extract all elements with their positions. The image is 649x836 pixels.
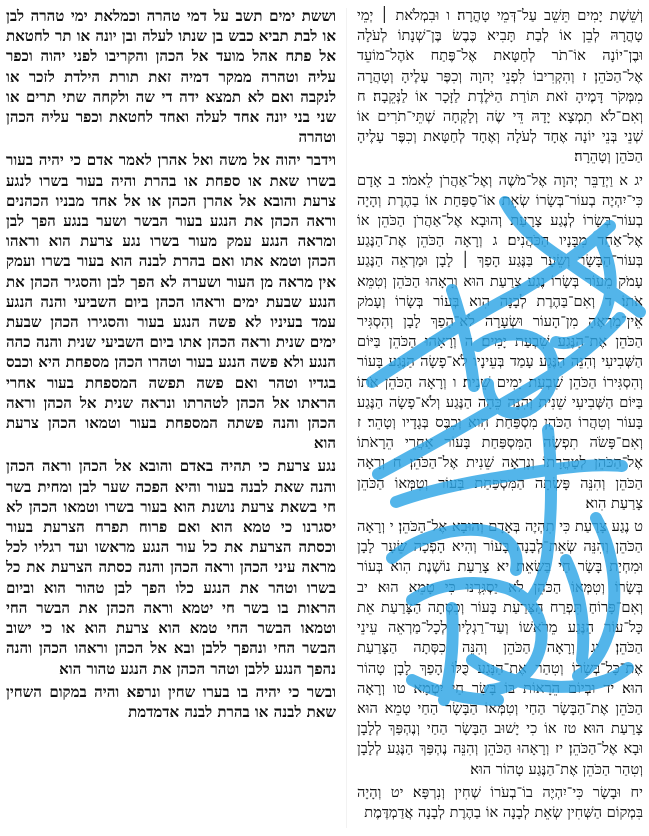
right-paragraph-4: יח וּבָשָׂר כִּי־יִהְיֶה בוֹ־בְעֹרוֹ שְׁחִין וְנִרְפָּא׃ יט וְהָיָה בִּמְקוֹם הַשְּׁחִין שְׂאֵת לְבָנָה אוֹ בַהֶרֶת לְבָנָה אֲדַמְדֶּמֶת <box>357 783 643 821</box>
right-paragraph-2: יג א וַיְדַבֵּר יְהוָה אֶל־מֹשֶׁה וְאֶל־אַהֲרֹן לֵאמֹר׃ ב אָדָם כִּי־יִהְיֶה בְעוֹר־בְּשָׂרוֹ שְׂאֵת אוֹ־סַפַּחַת אוֹ בַהֶרֶת וְהָיָה בְעוֹר־בְּשָׂרוֹ לְנֶגַע צָרָעַת וְהוּבָא אֶל־אַהֲרֹן הַכֹּהֵן אוֹ אֶל־אַחַד מִבָּנָיו הַכֹּהֲנִים׃ ג וְרָאָה הַכֹּהֵן אֶת־הַנֶּגַע בְּעוֹר־הַבָּשָׂר וְשֵׂעָר בַּנֶּגַע הָפַךְ ׀ לָבָן וּמַרְאֵה הַנֶּגַע עָמֹק מֵעוֹר בְּשָׂרוֹ נֶגַע צָרַעַת הוּא וְרָאָהוּ הַכֹּהֵן וְטִמֵּא אֹתוֹ׃ ד וְאִם־בַּהֶרֶת לְבָנָה הִוא בְּעוֹר בְּשָׂרוֹ וְעָמֹק אֵין־מַרְאֶהָ מִן־הָעוֹר וּשְׂעָרָה לֹא־הָפַךְ לָבָן וְהִסְגִּיר הַכֹּהֵן אֶת־הַנֶּגַע שִׁבְעַת יָמִים׃ ה וְרָאָהוּ הַכֹּהֵן בַּיּוֹם הַשְּׁבִיעִי וְהִנֵּה הַנֶּגַע עָמַד בְּעֵינָיו לֹא־פָשָׂה הַנֶּגַע בָּעוֹר וְהִסְגִּירוֹ הַכֹּהֵן שִׁבְעַת יָמִים שֵׁנִית׃ ו וְרָאָה הַכֹּהֵן אֹתוֹ בַּיּוֹם הַשְּׁבִיעִי שֵׁנִית וְהִנֵּה כֵּהָה הַנֶּגַע וְלֹא־פָשָׂה הַנֶּגַע בָּעוֹר וְטִהֲרוֹ הַכֹּהֵן מִסְפַּחַת הִוא וְכִבֶּס בְּגָדָיו וְטָהֵר׃ ז וְאִם־פָּשֹׂה תִפְשֶׂה הַמִּסְפַּחַת בָּעוֹר אַחֲרֵי הֵרָאֹתוֹ אֶל־הַכֹּהֵן לְטָהֳרָתוֹ וְנִרְאָה שֵׁנִית אֶל־הַכֹּהֵן׃ ח וְרָאָה הַכֹּהֵן וְהִנֵּה פָּשְׂתָה הַמִּסְפַּחַת בָּעוֹר וְטִמְּאוֹ הַכֹּהֵן צָרַעַת הִוא׃ <box>357 171 643 512</box>
left-paragraph-1: וששת ימים תשב על דמי טהרה וכמלאת ימי טהרה לבן או לבת תביא כבש בן שנתו לעלה ובן יונה או תר לחטאת אל פתח אהל מועד אל הכהן והקריבו לפני יהוה וכפר עליה וטהרה ממקר דמיה זאת תורת הילדת לזכר או לנקבה ואם לא תמצא ידה די שה ולקחה שתי תרים או שני בני יונה אחד לעלה ואחד לחטאת וכפר עליה הכהן וטהרה <box>6 7 336 147</box>
right-paragraph-3: ט נֶגַע צָרַעַת כִּי תִהְיֶה בְּאָדָם וְהוּבָא אֶל־הַכֹּהֵן׃ י וְרָאָה הַכֹּהֵן וְהִנֵּה שְׂאֵת־לְבָנָה בָּעוֹר וְהִיא הָפְכָה שֵׂעָר לָבָן וּמִחְיַת בָּשָׂר חַי בַּשְׂאֵת׃ יא צָרַעַת נוֹשֶׁנֶת הִוא בְּעוֹר בְּשָׂרוֹ וְטִמְּאוֹ הַכֹּהֵן לֹא יַסְגִּרֶנּוּ כִּי טָמֵא הוּא׃ יב וְאִם־פָּרוֹחַ תִּפְרַח הַצָּרַעַת בָּעוֹר וְכִסְּתָה הַצָּרַעַת אֵת כָּל־עוֹר הַנֶּגַע מֵרֹאשׁוֹ וְעַד־רַגְלָיו לְכָל־מַרְאֵה עֵינֵי הַכֹּהֵן׃ יג וְרָאָה הַכֹּהֵן וְהִנֵּה כִסְּתָה הַצָּרַעַת אֶת־כָּל־בְּשָׂרוֹ וְטִהַר אֶת־הַנָּגַע כֻּלּוֹ הָפַךְ לָבָן טָהוֹר הוּא׃ יד וּבְיוֹם הֵרָאוֹת בּוֹ בָּשָׂר חַי יִטְמָא׃ טו וְרָאָה הַכֹּהֵן אֶת־הַבָּשָׂר הַחַי וְטִמְּאוֹ הַבָּשָׂר הַחַי טָמֵא הוּא צָרַעַת הוּא׃ טז אוֹ כִי יָשׁוּב הַבָּשָׂר הַחַי וְנֶהְפַּךְ לְלָבָן וּבָא אֶל־הַכֹּהֵן׃ יז וְרָאָהוּ הַכֹּהֵן וְהִנֵּה נֶהְפַּךְ הַנֶּגַע לְלָבָן וְטִהַר הַכֹּהֵן אֶת־הַנֶּגַע טָהוֹר הוּא׃ <box>357 518 643 778</box>
right-column-pointed-text <box>357 6 643 832</box>
left-paragraph-3: נגע צרעת כי תהיה באדם והובא אל הכהן וראה הכהן והנה שאת לבנה בעור והיא הפכה שער לבן ומחית בשר חי בשאת צרעת נושנת הוא בעור בשרו וטמאו הכהן לא יסגרנו כי טמא הוא ואם פרוח תפרח הצרעת בעור וכסתה הצרעת את כל עור הנגע מראשו ועד רגליו לכל מראה עיני הכהן וראה הכהן והנה כסתה הצרעת את כל בשרו וטהר את הנגע כלו הפך לבן טהור הוא וביום הראות בו בשר חי יטמא וראה הכהן את הבשר החי וטמאו הבשר החי טמא הוא צרעת הוא או כי ישוב הבשר החי ונהפך ללבן ובא אל הכהן וראהו הכהן והנה נהפך הנגע ללבן וטהר הכהן את הנגע טהור הוא <box>6 457 336 678</box>
column-divider <box>346 8 347 828</box>
left-paragraph-4: ובשר כי יהיה בו בערו שחין ונרפא והיה במקום השחין שאת לבנה או בהרת לבנה אדמדמת <box>6 682 336 721</box>
left-column-unpointed-text <box>6 6 336 832</box>
left-paragraph-2: וידבר יהוה אל משה ואל אהרן לאמר אדם כי יהיה בעור בשרו שאת או ספחת או בהרת והיה בעור בשרו לנגע צרעת והובא אל אהרן הכהן או אל אחד מבניו הכהנים וראה הכהן את הנגע בעור הבשר ושער בנגע הפך לבן ומראה הנגע עמק מעור בשרו נגע צרעת הוא וראהו הכהן וטמא אתו ואם בהרת לבנה הוא בעור בשרו ועמק אין מראה מן העור ושערה לא הפך לבן והסגיר הכהן את הנגע שבעת ימים וראהו הכהן ביום השביעי והנה הנגע עמד בעיניו לא פשה הנגע בעור והסגירו הכהן שבעת ימים שנית וראה הכהן אתו ביום השביעי שנית והנה כהה הנגע ולא פשה הנגע בעור וטהרו הכהן מספחת היא וכבס בגדיו וטהר ואם פשה תפשה המספחת בעור אחרי הראתו אל הכהן לטהרתו ונראה שנית אל הכהן וראה הכהן והנה פשתה המספחת בעור וטמאו הכהן צרעת הוא <box>6 151 336 453</box>
right-paragraph-1: וְשֵׁשֶׁת יָמִים תֵּשֵׁב עַל־דְּמֵי טָהֳרָה׃ ו וּבִמְלֹאת ׀ יְמֵי טָהֳרָהּ לְבֵן אוֹ לְבַת תָּבִיא כֶּבֶשׂ בֶּן־שְׁנָתוֹ לְעֹלָה וּבֶן־יוֹנָה אוֹ־תֹר לְחַטָּאת אֶל־פֶּתַח אֹהֶל־מוֹעֵד אֶל־הַכֹּהֵן׃ ז וְהִקְרִיבוֹ לִפְנֵי יְהוָה וְכִפֶּר עָלֶיהָ וְטָהֲרָה מִמְּקֹר דָּמֶיהָ זֹאת תּוֹרַת הַיֹּלֶדֶת לַזָּכָר אוֹ לַנְּקֵבָה׃ ח וְאִם־לֹא תִמְצָא יָדָהּ דֵּי שֶׂה וְלָקְחָה שְׁתֵּי־תֹרִים אוֹ שְׁנֵי בְּנֵי יוֹנָה אֶחָד לְעֹלָה וְאֶחָד לְחַטָּאת וְכִפֶּר עָלֶיהָ הַכֹּהֵן וְטָהֵרָה׃ <box>357 7 643 166</box>
